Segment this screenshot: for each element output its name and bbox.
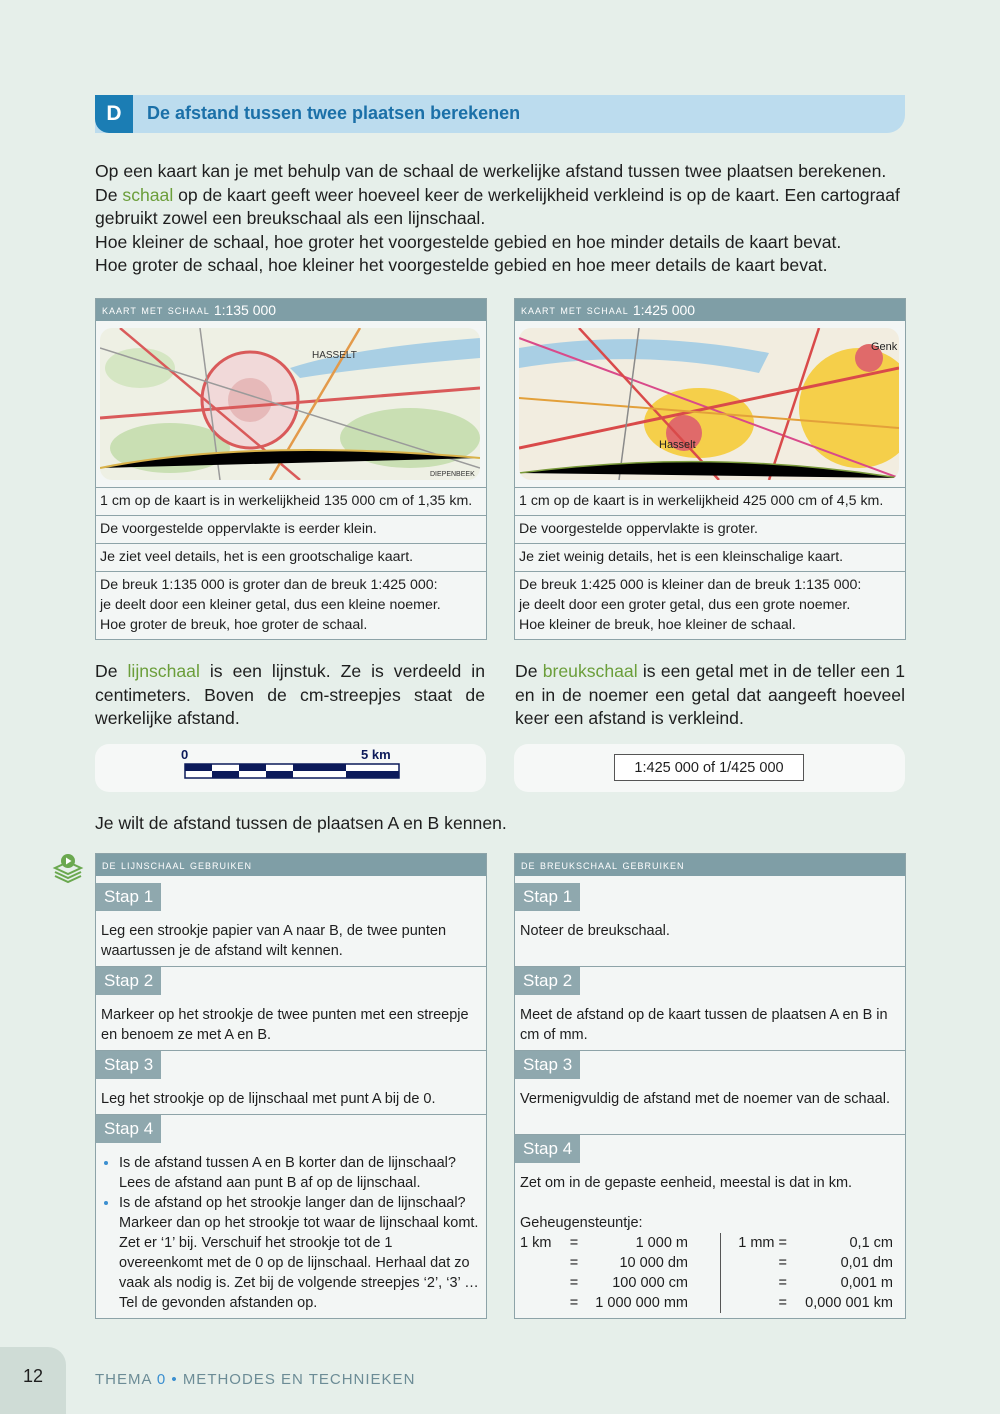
intro-text: Op een kaart kan je met behulp van de schaal de werkelijke afstand tussen twee plaatsen berekenen. De schaal op de kaart geeft weer hoeveel keer de werkelijkheid verkleind is op de kaart. Een cartograaf gebruikt zowel een breukschaal als een lijnschaal. Hoe kleiner de schaal, hoe groter het voorgestelde gebied en hoe minder details de kaart bevat. Hoe groter de schaal, hoe kleiner het voorgestelde gebied en hoe meer details de kaart bevat. [95, 161, 900, 276]
step-2-text: Meet de afstand op de kaart tussen de plaatsen A en B in cm of mm. [520, 1007, 888, 1043]
section-letter-badge: D [95, 95, 133, 133]
term-breukschaal: breukschaal [542, 661, 638, 681]
step-2-text: Markeer op het strookje de twee punten met een streepje en benoem ze met A en B. [101, 1007, 469, 1043]
step-4-label: Stap 4 [96, 1115, 161, 1143]
map-left-facts: 1 cm op de kaart is in werkelijkheid 135 000 cm of 1,35 km. De voorgestelde oppervlakte is eerder klein. Je ziet veel details, het is een grootschalige kaart. De breuk 1:135 000 is groter dan de breuk 1:425 000: je deelt door een kleiner getal, dus een kleine noemer. Hoe groter de breuk, hoe groter de schaal. [95, 487, 487, 640]
step-4-text [101, 1153, 480, 1313]
svg-text:0: 0 [181, 747, 189, 762]
breukschaal-value: 1:425 000 of 1/425 000 [614, 754, 804, 781]
question-text: Je wilt de afstand tussen de plaatsen A en B kennen. [95, 813, 507, 833]
map-image-1-135000 [100, 328, 480, 480]
step-3-label: Stap 3 [515, 1051, 580, 1079]
table-row: 1 km = 1 000 m 1 mm = 0,1 cm [520, 1235, 893, 1251]
step-2-label: Stap 2 [96, 967, 161, 995]
map-box-header: kaart met schaal 1:425 000 [515, 299, 905, 321]
term-schaal: schaal [122, 184, 174, 205]
breukschaal-description: De breukschaal is een getal met in de teller een 1 en in de noemer een getal dat aangeeft hoeveel keer een afstand is verkleind. [515, 661, 905, 729]
step-1-label: Stap 1 [96, 883, 161, 911]
breukschaal-steps-box [514, 853, 906, 1319]
step-1-text: Noteer de breukschaal. [520, 923, 670, 939]
lijnschaal-steps-box [95, 853, 487, 1319]
step-1-text: Leg een strookje papier van A naar B, de twee punten waartussen je de afstand wilt kennen. [101, 923, 447, 959]
term-lijnschaal: lijnschaal [127, 661, 200, 681]
svg-text:Genk: Genk [871, 341, 898, 353]
table-row: = 10 000 dm = 0,01 dm [569, 1255, 893, 1271]
svg-text:DIEPENBEEK: DIEPENBEEK [430, 471, 475, 478]
memo-title: Geheugensteuntje: [520, 1215, 643, 1231]
step-3-text: Vermenigvuldig de afstand met de noemer van de schaal. [520, 1091, 890, 1107]
svg-text:Hasselt: Hasselt [659, 439, 696, 451]
steps-header: de lijnschaal gebruiken [96, 854, 486, 876]
map-image-1-425000 [519, 328, 899, 480]
table-row: = 1 000 000 mm = 0,000 001 km [569, 1295, 893, 1311]
map-right-facts: 1 cm op de kaart is in werkelijkheid 425 000 cm of 4,5 km. De voorgestelde oppervlakte is groter. Je ziet weinig details, het is een kleinschalige kaart. De breuk 1:425 000 is kleiner dan de breuk 1:135 000: je deelt door een groter getal, dus een grote noemer. Hoe kleiner de breuk, hoe kleiner de schaal. [514, 487, 906, 640]
lijnschaal-description: De lijnschaal is een lijnstuk. Ze is verdeeld in centimeters. Boven de cm-streepjes staat de werkelijke afstand. [95, 661, 485, 729]
bullet-item: • Is de afstand op het strookje langer dan de lijnschaal? Markeer dan op het strookje tot waar de lijnschaal komt. Zet er ‘1’ bij. Verschuif het strookje tot de 1 overeenkomt met de 0 op de lijnschaal. Herhaal dat zo vaak als nodig is. Zet bij de volgende streepjes ‘2’, ‘3’ … Tel de gevonden afstanden op. [119, 1193, 480, 1313]
footer-theme: THEMA 0 • METHODES EN TECHNIEKEN [95, 1371, 416, 1388]
bullet-item: • Is de afstand tussen A en B korter dan de lijnschaal? Lees de afstand aan punt B af op de lijnschaal. [119, 1153, 480, 1193]
video-layers-icon[interactable] [52, 852, 84, 889]
table-row: = 100 000 cm = 0,001 m [569, 1275, 893, 1291]
step-3-label: Stap 3 [96, 1051, 161, 1079]
svg-text:HASSELT: HASSELT [312, 350, 357, 361]
lijnschaal-example [95, 744, 486, 792]
conversion-table [516, 1233, 897, 1313]
svg-text:5 km: 5 km [361, 747, 391, 762]
step-1-label: Stap 1 [515, 883, 580, 911]
scale-bar-graphic [95, 744, 486, 792]
page-number: 12 [22, 1366, 44, 1386]
section-title: De afstand tussen twee plaatsen berekenen [147, 103, 521, 123]
step-3-text: Leg het strookje op de lijnschaal met punt A bij de 0. [101, 1091, 436, 1107]
steps-header: de breukschaal gebruiken [515, 854, 905, 876]
step-2-label: Stap 2 [515, 967, 580, 995]
step-4-text: Zet om in de gepaste eenheid, meestal is dat in km. [520, 1175, 853, 1191]
step-4-label: Stap 4 [515, 1135, 580, 1163]
map-box-header: kaart met schaal 1:135 000 [96, 299, 486, 321]
